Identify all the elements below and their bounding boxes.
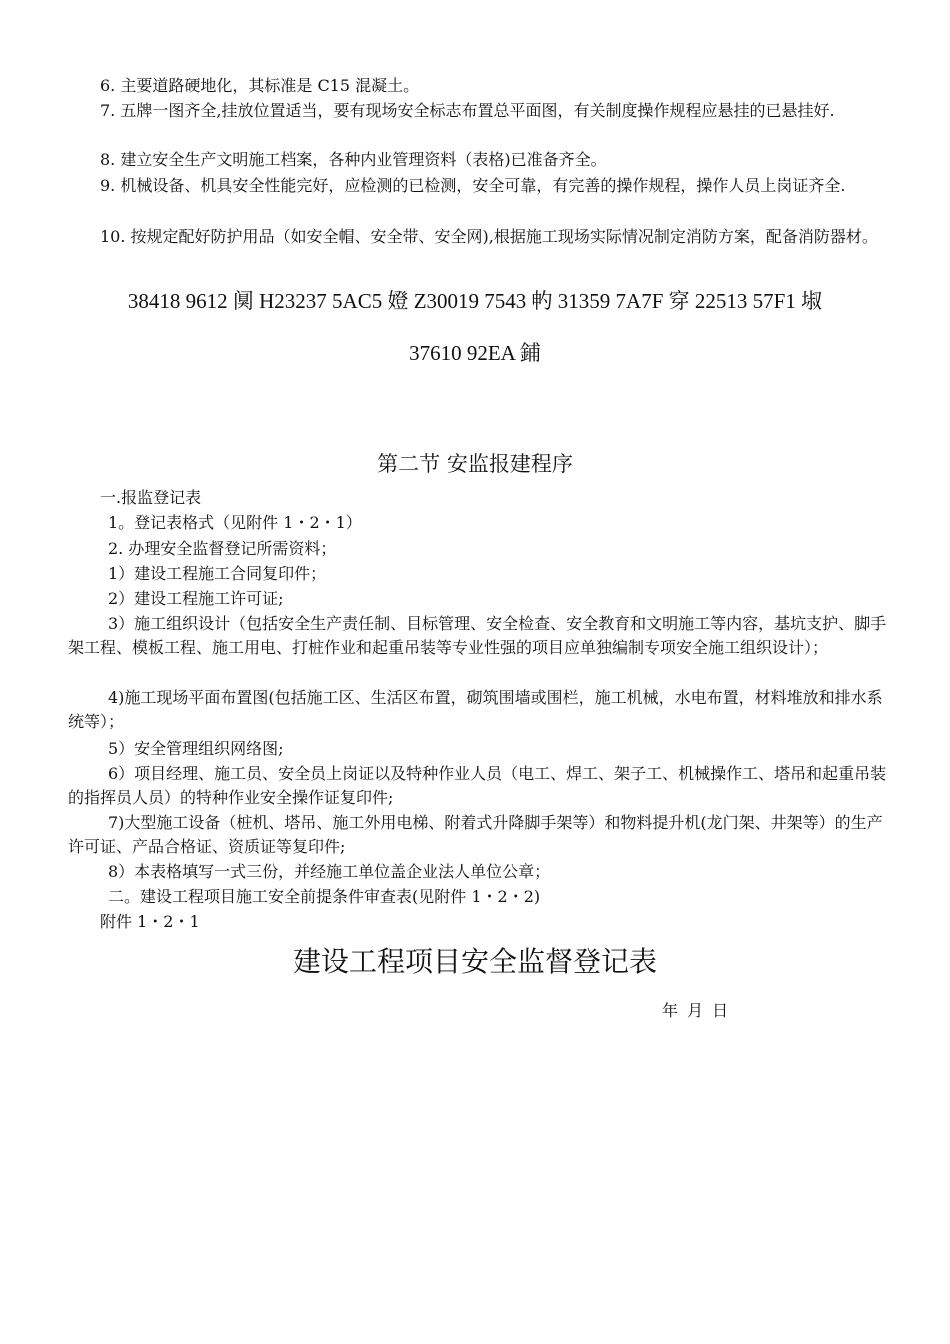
paragraph-item-10: 10. 按规定配好防护用品（如安全帽、安全带、安全网),根据施工现场实际情况制定消防方案，配备消防器材。	[100, 227, 878, 246]
list-item-heading-2: 二。建设工程项目施工安全前提条件审查表(见附件 1・2・2)	[108, 887, 541, 906]
list-item: 2. 办理安全监督登记所需资料；	[108, 539, 337, 558]
list-item: 7)大型施工设备（桩机、塔吊、施工外用电梯、附着式升降脚手架等）和物料提升机(龙门架、井架等）的生产许可证、产品合格证、资质证等复印件;	[68, 813, 883, 856]
date-line: 年 月 日	[662, 1001, 731, 1020]
list-item: 6）项目经理、施工员、安全员上岗证以及特种作业人员（电工、焊工、架子工、机械操作工、塔吊和起重吊装的指挥员人员）的特种作业安全操作证复印件;	[68, 764, 887, 807]
list-item: 1）建设工程施工合同复印件；	[108, 564, 327, 583]
paragraph-item-8: 8. 建立安全生产文明施工档案，各种内业管理资料（表格)已准备齐全。	[100, 150, 607, 169]
code-line-2: 37610 92EA 鋪	[409, 341, 541, 365]
attachment-label: 附件 1・2・1	[100, 912, 200, 931]
list-item: 5）安全管理组织网络图;	[108, 739, 284, 758]
list-item: 2）建设工程施工许可证;	[108, 589, 284, 608]
form-title: 建设工程项目安全监督登记表	[292, 945, 657, 978]
list-item: 4)施工现场平面布置图(包括施工区、生活区布置，砌筑围墙或围栏，施工机械，水电布置，材料堆放和排水系统等）；	[68, 688, 883, 731]
paragraph-item-7: 7. 五牌一图齐全,挂放位置适当，要有现场安全标志布置总平面图，有关制度操作规程应悬挂的已悬挂好.	[100, 101, 835, 120]
section-title: 第二节 安监报建程序	[377, 452, 573, 476]
list-item: 1。登记表格式（见附件 1・2・1）	[108, 513, 362, 532]
paragraph-item-6: 6. 主要道路硬地化，其标准是 C15 混凝土。	[100, 76, 420, 95]
list-item: 8）本表格填写一式三份，并经施工单位盖企业法人单位公章；	[108, 862, 551, 881]
list-item-heading-1: 一.报监登记表	[100, 488, 202, 507]
paragraph-item-9: 9. 机械设备、机具安全性能完好，应检测的已检测，安全可靠，有完善的操作规程，操作人员上岗证齐全.	[100, 176, 846, 195]
list-item: 3）施工组织设计（包括安全生产责任制、目标管理、安全检查、安全教育和文明施工等内容，基坑支护、脚手架工程、模板工程、施工用电、打桩作业和起重吊装等专业性强的项目应单独编制专项安全施工组织设计）；	[68, 614, 887, 657]
code-line-1: 38418 9612 阒 H23237 5AC5 嬁 Z30019 7543 畃 31359 7A7F 穿 22513 57F1 埱	[127, 289, 823, 313]
